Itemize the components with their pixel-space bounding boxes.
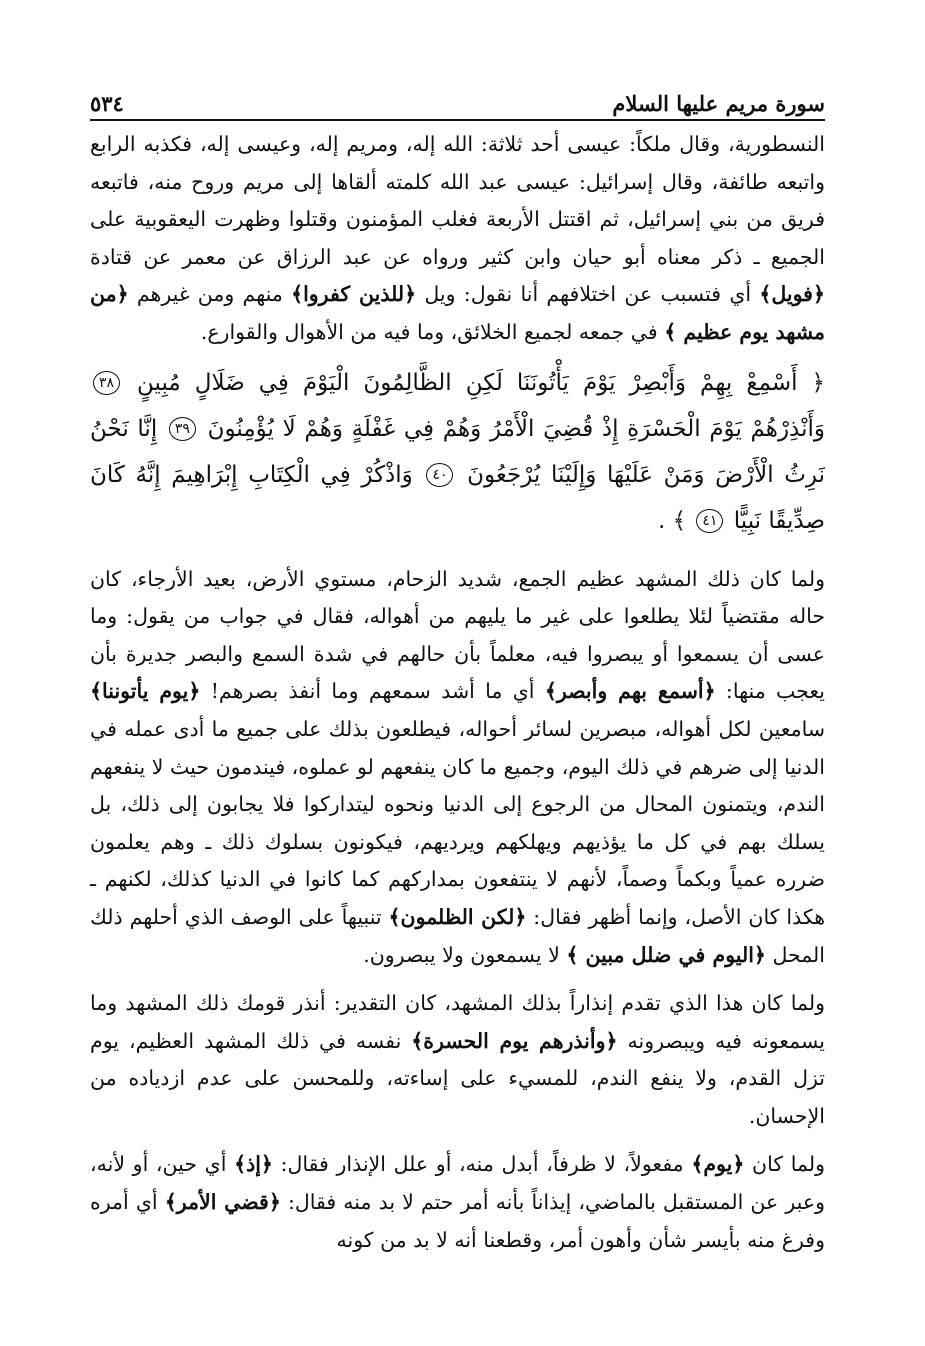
- paragraph-gap: [90, 974, 825, 985]
- paragraph-2: [90, 561, 825, 975]
- ayah-number-40: ٤٠: [426, 463, 453, 487]
- text-run: أي حين، أو لأنه، وعبر عن المستقبل بالماضي، إيذاناً بأنه أمر حتم لا بد منه فقال:: [90, 1152, 825, 1215]
- quran-quote: ﴿قضي الأمر﴾: [164, 1190, 281, 1215]
- verse-38: ﴿ أَسْمِعْ بِهِمْ وَأَبْصِرْ يَوْمَ يَأْتُونَنَا لَكِنِ الظَّالِمُونَ الْيَوْمَ فِي ضَلَالٍ مُبِينٍ: [137, 369, 825, 396]
- quran-quote: ﴿من مشهد يوم عظيم ﴾: [90, 282, 825, 344]
- text-run: مفعولاً، لا ظرفاً، أبدل منه، أو علل الإنذار فقال:: [272, 1152, 692, 1177]
- text-run: في جمعه لجميع الخلائق، وما فيه من الأهوال والقوارع.: [200, 319, 665, 344]
- text-run: منهم ومن غيرهم: [128, 282, 292, 307]
- quran-quote: ﴿لكن الظلمون﴾: [388, 904, 527, 929]
- text-run: سامعين لكل أهواله، مبصرين لسائر أحواله، فيطلعون بذلك على جميع ما أدى عمله في الدنيا إلى ضرهم في ذلك اليوم، وجميع ما كان ينفعهم لو عملوه، فيندمون حيث لا ينفعهم الندم، ويتمنون المحال من الرجوع إلى الدنيا ونحوه ليتداركوا فلا يجابون إلى ذلك، بل يسلك بهم في كل ما يؤذيهم ويهلكهم ويرديهم، فيكونون بسلوك ذلك ـ وهم يعلمون ضرره عمياً وبكماً وصماً، لأنهم لا ينتفعون بمداركهم كما كانوا في الدنيا كذلك، لكنهم ـ هكذا كان الأصل، وإنما أظهر فقال:: [90, 716, 826, 929]
- quran-quote: ﴿إذ﴾: [234, 1152, 273, 1177]
- paragraph-3: [90, 985, 825, 1135]
- text-run: لا يسمعون ولا يبصرون.: [363, 942, 567, 967]
- text-run: ولما كان هذا الذي تقدم إنذاراً بذلك المشهد، كان التقدير: أنذر قومك ذلك المشهد وما يسمعونه فيه ويبصرونه: [90, 991, 825, 1053]
- text-run: تنبيهاً على الوصف الذي أحلهم ذلك المحل: [90, 904, 825, 967]
- verse-41: وَاذْكُرْ فِي الْكِتَابِ إِبْرَاهِيمَ إِنَّهُ كَانَ صِدِّيقًا نَبِيًّا: [90, 461, 825, 534]
- ayah-number-41: ٤١: [696, 509, 723, 533]
- ayah-number-39: ٣٩: [169, 417, 196, 441]
- paragraph-gap: [90, 1135, 825, 1146]
- verse-end-bracket: ﴾ .: [657, 507, 687, 534]
- quran-quote: ﴿أسمع بهم وأبصر﴾: [544, 679, 716, 704]
- text-run: أي فتسبب عن اختلافهم أنا نقول: ويل: [416, 282, 760, 307]
- quran-quote: ﴿يوم يأتوننا﴾: [90, 679, 201, 704]
- page-header: [90, 80, 825, 116]
- text-run: ولما كان ذلك المشهد عظيم الجمع، شديد الزحام، مستوي الأرض، بعيد الأرجاء، كان حاله مقتضياً لئلا يطلعوا على غير ما يليهم من أهواله، فقال في جواب من يقول: وما عسى أن يسمعوا أو يبصروا فيه، معلماً بأن حالهم في شدة السمع والبصر جديرة بأن يعجب منها:: [90, 566, 825, 704]
- paragraph-4: [90, 1146, 825, 1259]
- paragraph-gap: [90, 550, 825, 561]
- text-run: أي أمره وفرغ منه بأيسر شأن وأهون أمر، وقطعنا أنه لا بد من كونه: [90, 1190, 825, 1252]
- surah-title: سورة مريم عليها السلام: [612, 91, 825, 116]
- paragraph-1: [90, 126, 825, 352]
- quran-quote: ﴿اليوم في ضلل مبين ﴾: [566, 942, 766, 967]
- quran-verses-block: [90, 352, 825, 550]
- text-run: أي ما أشد سمعهم وما أنفذ بصرهم!: [200, 679, 545, 704]
- text-run: نفسه في ذلك المشهد العظيم، يوم تزل القدم، ولا ينفع الندم، للمسيء على إساءته، وللمحسن على عدم ازدياده من الإحسان.: [90, 1028, 825, 1128]
- verse-40: إِنَّا نَحْنُ نَرِثُ الْأَرْضَ وَمَنْ عَلَيْهَا وَإِلَيْنَا يُرْجَعُونَ: [90, 415, 826, 488]
- quran-quote: ﴿فويل﴾: [759, 282, 825, 307]
- verse-39: وَأَنْذِرْهُمْ يَوْمَ الْحَسْرَةِ إِذْ قُضِيَ الْأَمْرُ وَهُمْ فِي غَفْلَةٍ وَهُمْ لَا يُؤْمِنُونَ: [207, 415, 826, 442]
- quran-quote: ﴿يوم﴾: [691, 1152, 745, 1177]
- ayah-number-38: ٣٨: [93, 371, 120, 395]
- text-run: ولما كان: [744, 1152, 825, 1177]
- text-run: النسطورية، وقال ملكاً: عيسى أحد ثلاثة: الله إله، ومريم إله، وعيسى إله، فكذبه الرابع واتبعه طائفة، وقال إسرائيل: عيسى عبد الله كلمته ألقاها إلى مريم وروح منه، فاتبعه فريق من بني إسرائيل، ثم اقتتل الأربعة فغلب المؤمنون وقتلوا وظهرت اليعقوبية على الجميع ـ ذكر معناه أبو حيان وابن كثير ورواه عن عبد الرزاق عن معمر عن قتادة: [90, 132, 825, 269]
- quran-quote: ﴿للذين كفروا﴾: [291, 282, 417, 307]
- page-body: [90, 126, 825, 1259]
- header-rule: [90, 119, 825, 121]
- page-number: ٥٣٤: [90, 91, 124, 116]
- quran-quote: ﴿وأنذرهم يوم الحسرة﴾: [411, 1028, 618, 1053]
